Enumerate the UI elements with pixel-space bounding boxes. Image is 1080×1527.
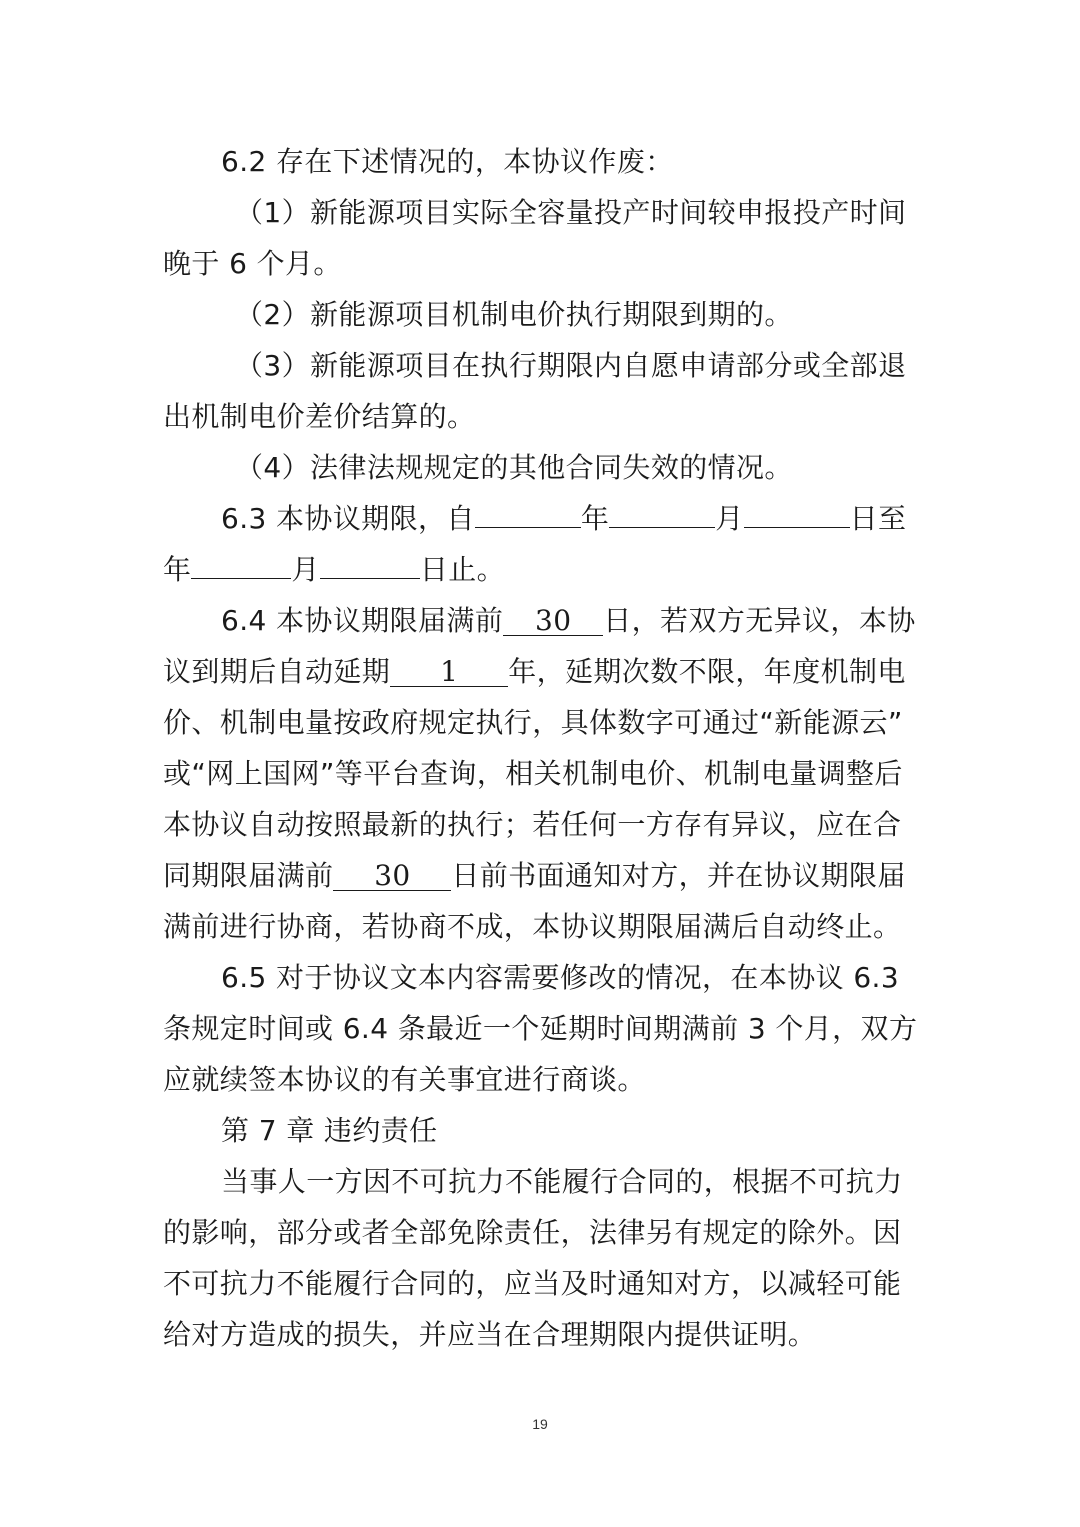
clause-6-4-line-6-suffix: 日前书面通知对方，并在协议期限届	[451, 859, 906, 892]
end-year-label: 年	[163, 553, 192, 586]
chapter-7-heading: 第 7 章 违约责任	[221, 1114, 438, 1147]
clause-6-4-line-2-suffix: 年，延期次数不限，年度机制电	[508, 655, 906, 688]
document-body	[163, 136, 918, 1360]
end-day-label: 日止。	[419, 553, 506, 586]
clause-6-2-item-2: （2）新能源项目机制电价执行期限到期的。	[235, 298, 793, 331]
clause-6-5-line-1: 6.5 对于协议文本内容需要修改的情况，在本协议 6.3	[221, 961, 900, 994]
page-number: 19	[532, 1416, 548, 1432]
clause-6-5-line-3: 应就续签本协议的有关事宜进行商谈。	[163, 1063, 646, 1096]
clause-6-4-line-2	[163, 646, 918, 697]
clause-6-4-line-5: 本协议自动按照最新的执行；若任何一方存有异议，应在合	[163, 808, 902, 841]
clause-6-3-line-1	[163, 493, 918, 544]
clause-6-5-line-2: 条规定时间或 6.4 条最近一个延期时间期满前 3 个月，双方	[163, 1012, 918, 1045]
clause-6-4-line-1	[163, 595, 918, 646]
clause-6-3-line-2	[163, 544, 918, 595]
clause-6-4-line-3: 价、机制电量按政府规定执行，具体数字可通过“新能源云”	[163, 706, 903, 739]
end-month-blank	[191, 547, 291, 579]
clause-6-2-item-1-line-2: 晚于 6 个月。	[163, 247, 342, 280]
chapter-7-line-4: 给对方造成的损失，并应当在合理期限内提供证明。	[163, 1318, 817, 1351]
clause-6-4-prefix: 6.4 本协议期限届满前	[221, 604, 504, 637]
notice-days-value: 30	[503, 604, 603, 636]
end-day-blank	[320, 547, 420, 579]
start-day-label: 日至	[849, 502, 907, 535]
end-month-label: 月	[291, 553, 320, 586]
clause-6-2-heading: 6.2 存在下述情况的，本协议作废：	[221, 145, 674, 178]
chapter-7-line-2: 的影响，部分或者全部免除责任，法律另有规定的除外。因	[163, 1216, 902, 1249]
clause-6-4-line-6-prefix: 同期限届满前	[163, 859, 334, 892]
objection-days-value: 30	[333, 859, 451, 891]
clause-6-4-line-7: 满前进行协商，若协商不成，本协议期限届满后自动终止。	[163, 910, 902, 943]
clause-6-2-item-1-line-1: （1）新能源项目实际全容量投产时间较申报投产时间	[235, 196, 907, 229]
clause-6-2-item-4: （4）法律法规规定的其他合同失效的情况。	[235, 451, 793, 484]
clause-6-4-line-6	[163, 850, 918, 901]
clause-6-2-item-3-line-2: 出机制电价差价结算的。	[163, 400, 476, 433]
extension-years-value: 1	[390, 655, 508, 687]
start-day-blank	[744, 496, 850, 528]
chapter-7-line-3: 不可抗力不能履行合同的，应当及时通知对方，以减轻可能	[163, 1267, 902, 1300]
clause-6-3-prefix: 6.3 本协议期限，自	[221, 502, 475, 535]
start-month-blank	[609, 496, 715, 528]
chapter-7-line-1: 当事人一方因不可抗力不能履行合同的，根据不可抗力	[221, 1165, 903, 1198]
clause-6-4-line-1-suffix: 日，若双方无异议，本协	[603, 604, 916, 637]
clause-6-2-item-3-line-1: （3）新能源项目在执行期限内自愿申请部分或全部退	[235, 349, 907, 382]
start-month-label: 月	[715, 502, 744, 535]
clause-6-4-line-2-prefix: 议到期后自动延期	[163, 655, 391, 688]
start-year-label: 年	[580, 502, 610, 535]
start-year-blank	[475, 496, 581, 528]
clause-6-4-line-4: 或“网上国网”等平台查询，相关机制电价、机制电量调整后	[163, 757, 903, 790]
